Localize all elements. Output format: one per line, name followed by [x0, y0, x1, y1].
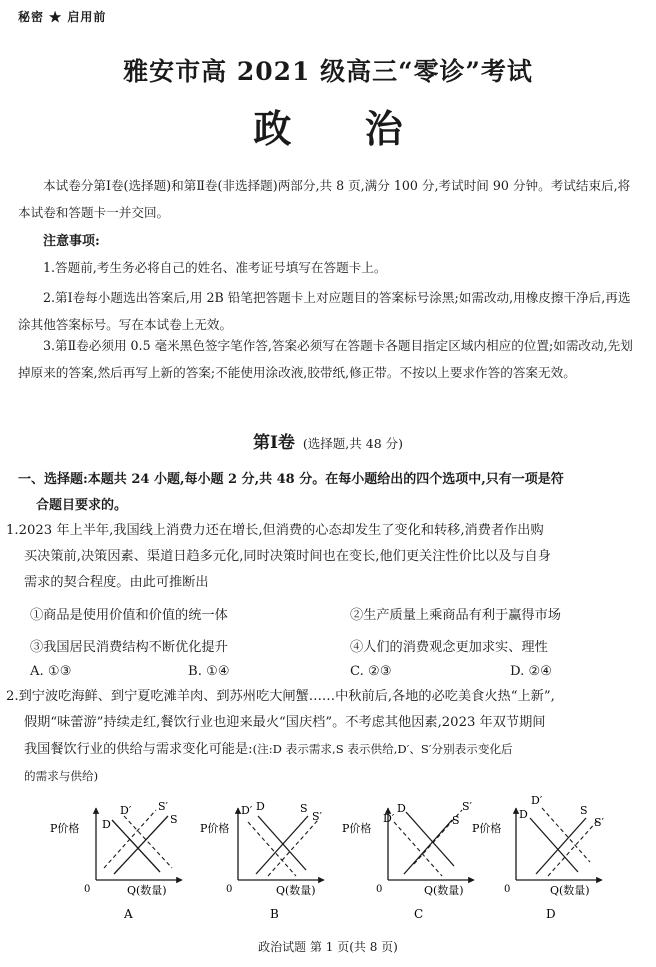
graph-a-y-label: P价格: [50, 822, 80, 835]
part1-line-2: 合题目要求的。: [36, 498, 128, 513]
question-1-number: 1.: [6, 523, 19, 538]
option-c[interactable]: C. ②③: [350, 664, 392, 679]
graph-d: [472, 794, 605, 921]
graph-d-label-d: D: [519, 808, 528, 821]
graph-b-line-s: [256, 816, 308, 874]
graph-c-caption: C: [414, 907, 424, 921]
graph-b-x-label: Q(数量): [276, 884, 316, 897]
graph-c-x-label: Q(数量): [424, 884, 464, 897]
question-2-note-end: 的需求与供给): [24, 769, 99, 783]
graph-c-label-s-prime: S′: [462, 800, 473, 813]
section-title: 第Ⅰ卷: [252, 433, 295, 453]
graph-a-line-s: [114, 816, 168, 874]
notice-item-2: 2.第Ⅰ卷每小题选出答案后,用 2B 铅笔把答题卡上对应题目的答案标号涂黑;如需改动,用橡皮擦干净后,再选涂其他答案标号。写在本试卷上无效。: [18, 290, 631, 332]
option-a[interactable]: A. ①③: [30, 664, 72, 679]
notice-item-3: 3.第Ⅱ卷必须用 0.5 毫米黑色签字笔作答,答案必须写在答题卡各题目指定区域内相应的位置;如需改动,先划掉原来的答案,然后再写上新的答案;不能使用涂改液,胶带纸,修正带。不按以上要求作答的答案无效。: [18, 338, 633, 380]
page-footer: 政治试题 第 1 页(共 8 页): [258, 940, 398, 954]
graph-b-label-s: S: [300, 802, 308, 815]
section-subtitle: (选择题,共 48 分): [302, 436, 404, 451]
graph-a-label-s-prime: S′: [158, 800, 169, 813]
graph-b-label-d-prime: D′: [241, 804, 253, 817]
graph-b-label-s-prime: S′: [312, 810, 323, 823]
graph-b: [200, 800, 324, 921]
question-1-line-3: 需求的契合程度。由此可推断出: [24, 575, 209, 590]
graph-b-y-label: P价格: [200, 822, 230, 835]
part1-instructions: [18, 467, 644, 519]
question-2-line-3: 我国餐饮行业的供给与需求变化可能是:: [24, 742, 253, 757]
graph-c-label-s: S: [452, 814, 460, 827]
graph-d-caption: D: [546, 907, 556, 921]
graph-b-label-d: D: [256, 800, 265, 813]
subject-title: 政 治: [253, 106, 433, 151]
graph-d-label-s: S: [580, 804, 588, 817]
statement-3: ③我国居民消费结构不断优化提升: [30, 640, 228, 655]
notice-item-1: 1.答题前,考生务必将自己的姓名、准考证号填写在答题卡上。: [43, 260, 387, 275]
notice-title: 注意事项:: [43, 234, 100, 249]
question-2-note: (注:D 表示需求,S 表示供给,D′、S′分别表示变化后: [252, 742, 513, 756]
graph-d-y-label: P价格: [472, 822, 502, 835]
graph-d-origin: 0: [504, 884, 511, 895]
graph-d-line-s: [536, 818, 586, 874]
supply-demand-graphs: [0, 790, 656, 930]
option-b[interactable]: B. ①④: [188, 664, 230, 679]
question-2: [6, 684, 642, 789]
question-2-line-1: 到宁波吃海鲜、到宁夏吃滩羊肉、到苏州吃大闸蟹……中秋前后,各地的必吃美食火热“上新”,: [18, 689, 555, 704]
graph-c-line-s: [404, 820, 452, 874]
statement-4: ④人们的消费观念更加求实、理性: [350, 640, 548, 655]
graph-c-label-d-prime: D′: [383, 812, 395, 825]
graph-a-line-d-prime: [124, 816, 172, 868]
exam-title: 雅安市高 2021 级高三“零诊”考试: [123, 57, 533, 86]
graph-b-line-d-prime: [248, 822, 296, 876]
graph-b-caption: B: [270, 907, 279, 921]
graph-d-x-label: Q(数量): [550, 884, 590, 897]
statement-2: ②生产质量上乘商品有利于赢得市场: [350, 608, 561, 623]
graph-b-origin: 0: [226, 884, 233, 895]
graph-a: [50, 800, 182, 921]
question-2-number: 2.: [6, 689, 19, 704]
graph-c-line-d: [406, 812, 454, 866]
statement-1: ①商品是使用价值和价值的统一体: [30, 608, 228, 623]
graph-c-label-d: D: [397, 802, 406, 815]
question-1: [6, 518, 642, 596]
graph-c: [342, 800, 474, 921]
graph-a-label-d: D: [102, 818, 111, 831]
question-1-line-1: 2023 年上半年,我国线上消费力还在增长,但消费的心态却发生了变化和转移,消费者作出购: [18, 523, 544, 538]
graph-a-line-d: [112, 820, 160, 872]
option-d[interactable]: D. ②④: [510, 664, 553, 679]
section-heading: [0, 428, 656, 453]
part1-line-1: 一、选择题:本题共 24 小题,每小题 2 分,共 48 分。在每小题给出的四个选项中,只有一项是符: [18, 472, 564, 487]
graph-b-line-s-prime: [268, 820, 318, 876]
question-1-line-2: 买决策前,决策因素、渠道日趋多元化,同时决策时间也在变长,他们更关注性价比以及与自身: [24, 549, 551, 564]
graph-c-line-d-prime: [394, 822, 442, 876]
graph-a-label-s: S: [170, 813, 178, 826]
graph-c-y-label: P价格: [342, 822, 372, 835]
graph-c-origin: 0: [376, 884, 383, 895]
graph-a-label-d-prime: D′: [120, 804, 132, 817]
question-2-line-2: 假期“味蕾游”持续走红,餐饮行业也迎来最火“国庆档”。不考虑其他因素,2023 年双节期间: [24, 715, 546, 730]
graph-d-line-s-prime: [548, 820, 598, 876]
graph-d-label-s-prime: S′: [594, 816, 605, 829]
graph-a-origin: 0: [84, 884, 91, 895]
question-1-statements: [30, 604, 642, 690]
exam-intro: 本试卷分第Ⅰ卷(选择题)和第Ⅱ卷(非选择题)两部分,共 8 页,满分 100 分,考试时间 90 分钟。考试结束后,将本试卷和答题卡一并交回。: [18, 178, 631, 220]
graph-d-label-d-prime: D′: [531, 794, 543, 807]
graph-a-x-label: Q(数量): [127, 884, 167, 897]
graph-a-caption: A: [124, 907, 133, 921]
confidential-label: 秘密 ★ 启用前: [18, 10, 107, 24]
graph-d-line-d: [530, 818, 578, 872]
graph-b-line-d: [258, 816, 306, 870]
